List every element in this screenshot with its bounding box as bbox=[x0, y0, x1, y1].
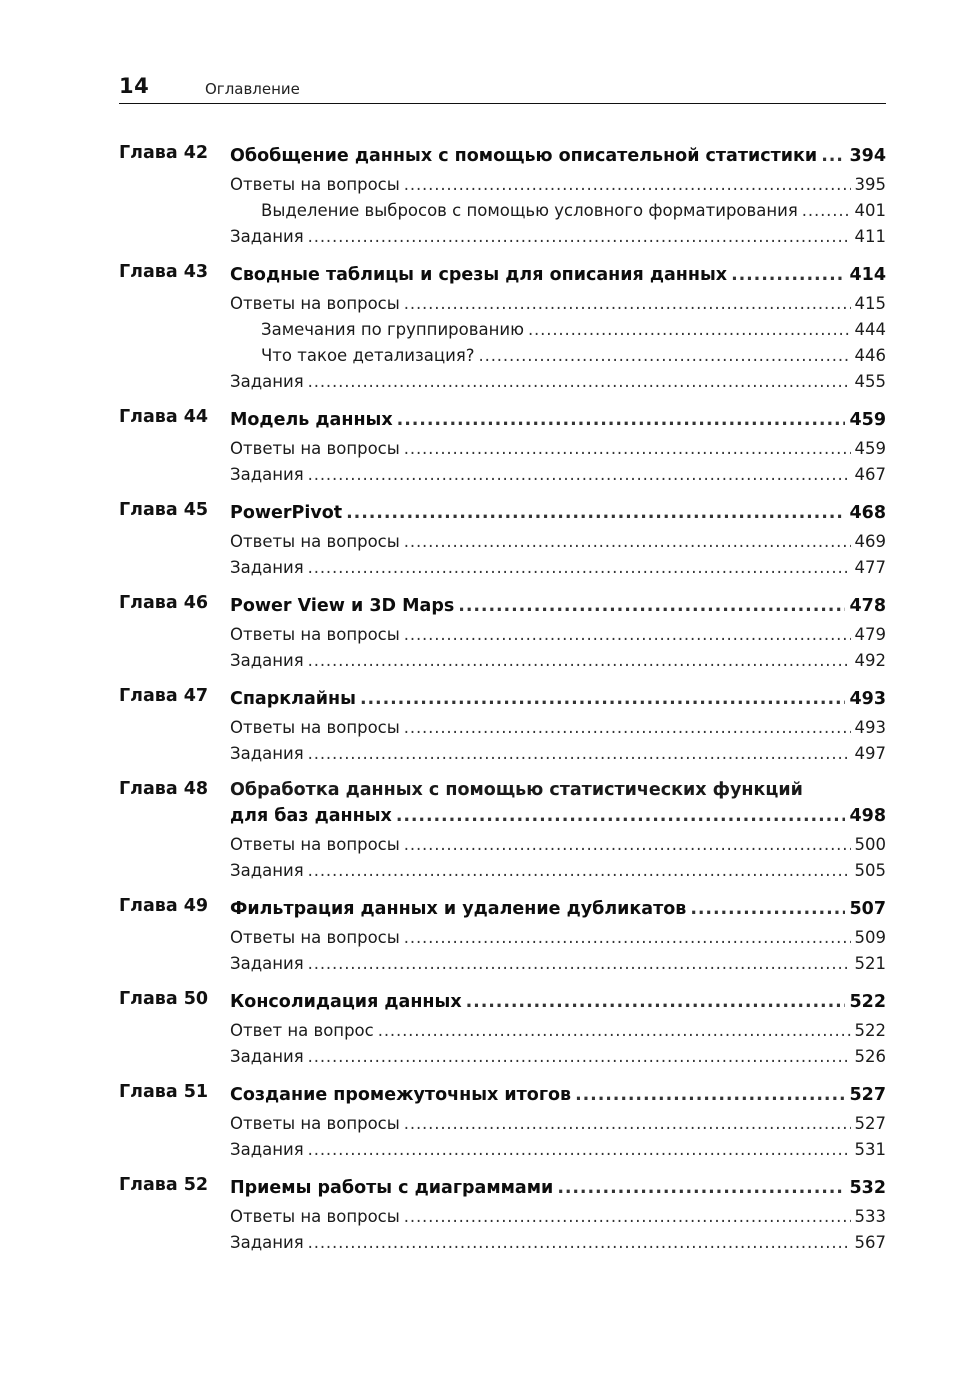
toc-section-entry[interactable] bbox=[230, 291, 886, 317]
toc-chapter bbox=[119, 685, 886, 767]
toc-section-entry[interactable] bbox=[230, 1111, 886, 1137]
dot-leader bbox=[396, 802, 846, 830]
dot-leader bbox=[404, 291, 851, 317]
toc-section-entry[interactable] bbox=[230, 436, 886, 462]
toc-section-entry[interactable] bbox=[230, 1230, 886, 1256]
toc-section-entry[interactable] bbox=[230, 1137, 886, 1163]
toc-section-entry[interactable] bbox=[230, 1204, 886, 1230]
entry-page-number: 446 bbox=[854, 346, 886, 365]
entry-page-number: 500 bbox=[854, 835, 886, 854]
entry-text: Замечания по группированию bbox=[261, 320, 524, 339]
entry-text: Ответ на вопрос bbox=[230, 1021, 374, 1040]
entry-page-number: 395 bbox=[854, 175, 886, 194]
dot-leader bbox=[458, 592, 845, 620]
entry-page-number: 497 bbox=[854, 744, 886, 763]
running-title: Оглавление bbox=[205, 80, 300, 98]
entry-text: Выделение выбросов с помощью условного форматирования bbox=[261, 201, 798, 220]
dot-leader bbox=[404, 1111, 851, 1137]
chapter-title-text: Сводные таблицы и срезы для описания данных bbox=[230, 265, 728, 285]
chapter-label: Глава 48 bbox=[119, 779, 209, 799]
chapter-page-number: 468 bbox=[849, 503, 886, 523]
dot-leader bbox=[404, 832, 851, 858]
chapter-title-link[interactable] bbox=[230, 802, 886, 830]
toc-subsection-entry[interactable] bbox=[230, 198, 886, 224]
dot-leader bbox=[466, 988, 846, 1016]
entry-page-number: 455 bbox=[854, 372, 886, 391]
chapter-title-link[interactable] bbox=[230, 261, 886, 289]
entry-text: Ответы на вопросы bbox=[230, 1114, 400, 1133]
chapter-title-link[interactable] bbox=[230, 592, 886, 620]
entry-page-number: 505 bbox=[854, 861, 886, 880]
entry-text: Ответы на вопросы bbox=[230, 1207, 400, 1226]
chapter-page-number: 507 bbox=[849, 899, 886, 919]
dot-leader bbox=[308, 1230, 851, 1256]
chapter-title-line bbox=[230, 778, 886, 802]
chapter-page-number: 498 bbox=[849, 806, 886, 826]
chapter-title-text: Power View и 3D Maps bbox=[230, 596, 455, 616]
toc-section-entry[interactable] bbox=[230, 369, 886, 395]
entry-page-number: 527 bbox=[854, 1114, 886, 1133]
toc-section-entry[interactable] bbox=[230, 1018, 886, 1044]
entry-page-number: 509 bbox=[854, 928, 886, 947]
toc-subsection-entry[interactable] bbox=[230, 343, 886, 369]
toc-section-entry[interactable] bbox=[230, 648, 886, 674]
entry-text: Задания bbox=[230, 227, 304, 246]
entry-text: Ответы на вопросы bbox=[230, 294, 400, 313]
entry-text: Ответы на вопросы bbox=[230, 625, 400, 644]
entry-page-number: 415 bbox=[854, 294, 886, 313]
chapter-title-text: Приемы работы с диаграммами bbox=[230, 1178, 554, 1198]
dot-leader bbox=[308, 1044, 851, 1070]
entry-text: Ответы на вопросы bbox=[230, 718, 400, 737]
chapter-page-number: 414 bbox=[849, 265, 886, 285]
entry-text: Задания bbox=[230, 372, 304, 391]
entry-text: Ответы на вопросы bbox=[230, 175, 400, 194]
toc-section-entry[interactable] bbox=[230, 462, 886, 488]
chapter-title-text: Модель данных bbox=[230, 410, 393, 430]
toc-chapter bbox=[119, 988, 886, 1070]
entry-page-number: 567 bbox=[854, 1233, 886, 1252]
toc-chapter bbox=[119, 1174, 886, 1256]
toc-subsection-entry[interactable] bbox=[230, 317, 886, 343]
toc-chapter bbox=[119, 1081, 886, 1163]
entry-page-number: 522 bbox=[854, 1021, 886, 1040]
entry-page-number: 477 bbox=[854, 558, 886, 577]
chapter-title-link[interactable] bbox=[230, 406, 886, 434]
toc-chapter bbox=[119, 895, 886, 977]
chapter-label: Глава 42 bbox=[119, 143, 209, 163]
chapter-page-number: 459 bbox=[849, 410, 886, 430]
toc-section-entry[interactable] bbox=[230, 741, 886, 767]
toc-section-entry[interactable] bbox=[230, 224, 886, 250]
entry-text: Задания bbox=[230, 861, 304, 880]
chapter-title-text: Создание промежуточных итогов bbox=[230, 1085, 572, 1105]
dot-leader bbox=[308, 741, 851, 767]
dot-leader bbox=[308, 1137, 851, 1163]
dot-leader bbox=[308, 858, 851, 884]
dot-leader bbox=[404, 436, 851, 462]
entry-page-number: 493 bbox=[854, 718, 886, 737]
dot-leader bbox=[802, 198, 851, 224]
entry-text: Задания bbox=[230, 954, 304, 973]
dot-leader bbox=[557, 1174, 845, 1202]
entry-page-number: 492 bbox=[854, 651, 886, 670]
chapter-page-number: 493 bbox=[849, 689, 886, 709]
dot-leader bbox=[479, 343, 851, 369]
dot-leader bbox=[346, 499, 845, 527]
dot-leader bbox=[308, 462, 851, 488]
toc-section-entry[interactable] bbox=[230, 622, 886, 648]
page-header bbox=[119, 72, 886, 104]
entry-page-number: 521 bbox=[854, 954, 886, 973]
entry-text: Задания bbox=[230, 744, 304, 763]
dot-leader bbox=[528, 317, 851, 343]
entry-text: Задания bbox=[230, 1047, 304, 1066]
entry-page-number: 531 bbox=[854, 1140, 886, 1159]
chapter-label: Глава 44 bbox=[119, 407, 209, 427]
dot-leader bbox=[378, 1018, 851, 1044]
dot-leader bbox=[404, 172, 851, 198]
chapter-page-number: 532 bbox=[849, 1178, 886, 1198]
toc-chapter bbox=[119, 499, 886, 581]
chapter-title-text: Обобщение данных с помощью описательной статистики bbox=[230, 146, 818, 166]
chapter-label: Глава 46 bbox=[119, 593, 209, 613]
entry-text: Ответы на вопросы bbox=[230, 835, 400, 854]
table-of-contents bbox=[119, 142, 886, 1267]
chapter-title-text: Фильтрация данных и удаление дубликатов bbox=[230, 899, 687, 919]
toc-section-entry[interactable] bbox=[230, 925, 886, 951]
chapter-label: Глава 43 bbox=[119, 262, 209, 282]
toc-section-entry[interactable] bbox=[230, 951, 886, 977]
chapter-page-number: 478 bbox=[849, 596, 886, 616]
chapter-label: Глава 45 bbox=[119, 500, 209, 520]
page-number: 14 bbox=[119, 74, 150, 98]
dot-leader bbox=[821, 142, 845, 170]
dot-leader bbox=[731, 261, 845, 289]
dot-leader bbox=[308, 951, 851, 977]
dot-leader bbox=[404, 529, 851, 555]
entry-text: Ответы на вопросы bbox=[230, 532, 400, 551]
entry-text: Что такое детализация? bbox=[261, 346, 475, 365]
toc-section-entry[interactable] bbox=[230, 529, 886, 555]
chapter-label: Глава 52 bbox=[119, 1175, 209, 1195]
entry-text: Задания bbox=[230, 465, 304, 484]
chapter-title-link[interactable] bbox=[230, 1174, 886, 1202]
entry-text: Задания bbox=[230, 1233, 304, 1252]
dot-leader bbox=[404, 1204, 851, 1230]
entry-page-number: 479 bbox=[854, 625, 886, 644]
toc-chapter bbox=[119, 406, 886, 488]
dot-leader bbox=[404, 715, 851, 741]
entry-page-number: 401 bbox=[854, 201, 886, 220]
dot-leader bbox=[308, 648, 851, 674]
chapter-title-text: Обработка данных с помощью статистических функций bbox=[230, 780, 803, 800]
entry-page-number: 526 bbox=[854, 1047, 886, 1066]
chapter-title-link[interactable] bbox=[230, 685, 886, 713]
entry-text: Задания bbox=[230, 558, 304, 577]
entry-text: Ответы на вопросы bbox=[230, 439, 400, 458]
toc-section-entry[interactable] bbox=[230, 172, 886, 198]
chapter-title-link[interactable] bbox=[230, 1081, 886, 1109]
toc-section-entry[interactable] bbox=[230, 555, 886, 581]
toc-section-entry[interactable] bbox=[230, 1044, 886, 1070]
chapter-title-text: PowerPivot bbox=[230, 503, 343, 523]
dot-leader bbox=[360, 685, 846, 713]
toc-chapter bbox=[119, 142, 886, 250]
chapter-title-link[interactable] bbox=[230, 988, 886, 1016]
entry-page-number: 411 bbox=[854, 227, 886, 246]
toc-section-entry[interactable] bbox=[230, 858, 886, 884]
entry-text: Задания bbox=[230, 651, 304, 670]
entry-page-number: 533 bbox=[854, 1207, 886, 1226]
dot-leader bbox=[308, 224, 851, 250]
toc-chapter bbox=[119, 592, 886, 674]
toc-section-entry[interactable] bbox=[230, 832, 886, 858]
entry-page-number: 459 bbox=[854, 439, 886, 458]
dot-leader bbox=[308, 369, 851, 395]
chapter-page-number: 394 bbox=[849, 146, 886, 166]
chapter-page-number: 527 bbox=[849, 1085, 886, 1105]
dot-leader bbox=[404, 925, 851, 951]
entry-text: Ответы на вопросы bbox=[230, 928, 400, 947]
chapter-title-link[interactable] bbox=[230, 142, 886, 170]
chapter-label: Глава 51 bbox=[119, 1082, 209, 1102]
toc-section-entry[interactable] bbox=[230, 715, 886, 741]
chapter-title-link[interactable] bbox=[230, 895, 886, 923]
chapter-page-number: 522 bbox=[849, 992, 886, 1012]
dot-leader bbox=[404, 622, 851, 648]
chapter-title-text: для баз данных bbox=[230, 806, 392, 826]
dot-leader bbox=[575, 1081, 845, 1109]
toc-chapter bbox=[119, 261, 886, 395]
dot-leader bbox=[308, 555, 851, 581]
chapter-title-text: Спарклайны bbox=[230, 689, 356, 709]
chapter-title-text: Консолидация данных bbox=[230, 992, 462, 1012]
entry-page-number: 444 bbox=[854, 320, 886, 339]
chapter-label: Глава 49 bbox=[119, 896, 209, 916]
dot-leader bbox=[397, 406, 846, 434]
chapter-label: Глава 50 bbox=[119, 989, 209, 1009]
entry-text: Задания bbox=[230, 1140, 304, 1159]
chapter-title-link[interactable] bbox=[230, 499, 886, 527]
entry-page-number: 467 bbox=[854, 465, 886, 484]
toc-chapter bbox=[119, 778, 886, 884]
chapter-label: Глава 47 bbox=[119, 686, 209, 706]
dot-leader bbox=[690, 895, 845, 923]
entry-page-number: 469 bbox=[854, 532, 886, 551]
